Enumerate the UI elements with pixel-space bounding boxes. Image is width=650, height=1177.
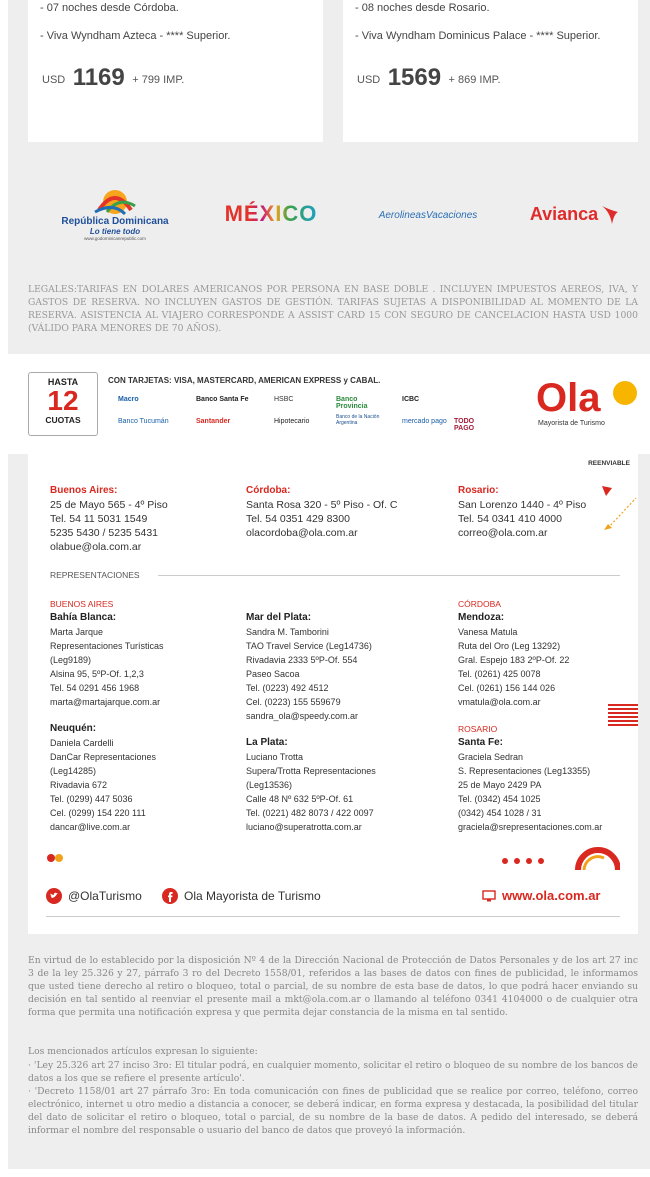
- avianca-text: Avianca: [529, 203, 599, 224]
- ola-logo-text: Ola: [536, 376, 601, 420]
- rep-line: S. Representaciones (Leg13355): [458, 766, 591, 776]
- twitter-link[interactable]: [46, 888, 142, 904]
- rep-city: Bahía Blanca:: [50, 612, 117, 623]
- reps-col-2: [246, 611, 376, 834]
- rep-email[interactable]: dancar@live.com.ar: [50, 822, 131, 832]
- ola-sun-icon: [612, 380, 638, 406]
- twitter-icon: [46, 888, 62, 904]
- facebook-link[interactable]: [162, 888, 321, 904]
- rep-line: Alsina 95, 5ºP-Of. 1,2,3: [50, 669, 144, 679]
- bank-tucuman: Banco Tucumán: [118, 418, 169, 425]
- avianca-bird-icon: [600, 202, 620, 226]
- bank-macro: Macro: [118, 396, 139, 403]
- dominicana-logo[interactable]: [60, 178, 170, 248]
- rep-email[interactable]: vmatula@ola.com.ar: [458, 697, 541, 707]
- rep-line: Calle 48 Nº 632 5ºP-Of. 61: [246, 794, 354, 804]
- decorative-dots-icon: [500, 856, 548, 866]
- rep-city: Neuquén:: [50, 723, 97, 734]
- rep-line: Tel. (0223) 492 4512: [246, 683, 329, 693]
- price-currency: USD: [357, 74, 381, 86]
- office-phone: Tel. 54 0341 410 4000: [458, 513, 562, 525]
- rep-line: Tel. (0299) 447 5036: [50, 794, 133, 804]
- office-email[interactable]: olabue@ola.com.ar: [50, 541, 142, 553]
- mexico-logo[interactable]: [216, 194, 326, 234]
- price-amount: 1569: [387, 64, 442, 91]
- cuotas-badge: [28, 372, 98, 436]
- cuotas-label: CUOTAS: [45, 415, 81, 425]
- decorative-dots-icon: [46, 852, 66, 864]
- rep-line: Tel. (0261) 425 0078: [458, 669, 541, 679]
- cuotas-hasta: HASTA: [47, 377, 79, 387]
- rep-line: Rivadavia 672: [50, 780, 108, 790]
- decorative-sunburst-icon: [574, 842, 620, 870]
- rep-region: ROSARIO: [458, 724, 498, 734]
- rep-line: 25 de Mayo 2429 PA: [458, 780, 542, 790]
- bank-hipotecario: Hipotecario: [274, 418, 310, 425]
- ola-logo[interactable]: [536, 376, 642, 436]
- dominicana-url: www.godominicanrepublic.com: [84, 235, 146, 241]
- rep-line: Gral. Espejo 183 2ºP-Of. 22: [458, 655, 570, 665]
- payment-banner: [8, 354, 650, 454]
- divider: [158, 575, 620, 576]
- rep-line: Daniela Cardelli: [50, 738, 114, 748]
- directory-section: [8, 454, 650, 1169]
- rep-line: Cel. (0261) 156 144 026: [458, 683, 556, 693]
- rep-line: Sandra M. Tamborini: [246, 627, 329, 637]
- price-currency: USD: [42, 74, 66, 86]
- office-email[interactable]: correo@ola.com.ar: [458, 527, 548, 539]
- rep-line: Representaciones Turísticas: [50, 641, 164, 651]
- office-phone: Tel. 54 0351 429 8300: [246, 513, 350, 525]
- price-tax: + 869 IMP.: [448, 74, 501, 86]
- office-email[interactable]: olacordoba@ola.com.ar: [246, 527, 358, 539]
- decorative-stripes-icon: [608, 704, 638, 728]
- aerolineas-text: AerolineasVacaciones: [378, 209, 478, 221]
- rep-city: Mar del Plata:: [246, 612, 312, 623]
- offers-section: [8, 0, 650, 354]
- aerolineas-logo[interactable]: [368, 200, 488, 230]
- dominicana-title: República Dominicana: [61, 215, 169, 227]
- rep-email[interactable]: graciela@srepresentaciones.com.ar: [458, 822, 603, 832]
- cards-line: [108, 376, 380, 385]
- office-directory: [28, 454, 638, 934]
- rep-email[interactable]: marta@martajarque.com.ar: [50, 697, 161, 707]
- bank-todopago: TODO PAGO: [454, 418, 475, 432]
- twitter-handle: @OlaTurismo: [68, 889, 142, 903]
- office-address: 25 de Mayo 565 - 4º Piso: [50, 499, 168, 511]
- reenviable-label: REENVIABLE: [588, 460, 630, 467]
- banks-grid: [108, 392, 488, 436]
- article-1: · 'Ley 25.326 art 27 inciso 3ro: El titular podrá, en cualquier momento, solicitar el retiro o bloqueo de su nombre de los bancos de datos a los que se refiere el presente artículo'.: [28, 1060, 638, 1084]
- office-rosario: [458, 484, 586, 540]
- sun-icon: [85, 186, 145, 216]
- rep-line: Tel. (0342) 454 1025: [458, 794, 541, 804]
- mexico-text: MÉXICO: [224, 201, 318, 226]
- bank-nacion: Banco de la Nación Argentina: [336, 414, 380, 426]
- rep-line: DanCar Representaciones: [50, 752, 157, 762]
- bank-mercadopago: mercado pago: [402, 418, 447, 425]
- offer-nights: - 07 noches desde Córdoba.: [40, 2, 179, 14]
- rep-line: Luciano Trotta: [246, 752, 304, 762]
- office-city: Rosario:: [458, 485, 499, 496]
- rep-city: La Plata:: [246, 737, 288, 748]
- decorative-arrow-icon: [598, 484, 642, 534]
- offer-price: [357, 64, 501, 92]
- privacy-notice: En virtud de lo establecido por la disposición Nº 4 de la Dirección Nacional de Protección de Datos Personales y de los art 27 inc 3 de la ley 25.326 y 27, párrafo 3 ro del Decreto 1558/01, referidos a las bases de datos con fines de publicidad, le informamos que usted tiene derecho al retiro o bloqueo, total o parcial, de su nombre de esta base de datos, lo que podrá hacer enviando su decisión en tal sentido al reenviar el presente mail a mkt@ola.com.ar o llamando al teléfono 0341 4104000 o de cualquier otra forma que permita una notificación expresa y que permita dejar constancia de la misma en tal sentido.: [28, 955, 638, 1018]
- rep-line: Vanesa Matula: [458, 627, 518, 637]
- rep-line: (Leg13536): [246, 780, 293, 790]
- price-amount: 1169: [72, 64, 125, 91]
- rep-line: Ruta del Oro (Leg 13292): [458, 641, 561, 651]
- rep-line: Rivadavia 2333 5ºP-Of. 554: [246, 655, 358, 665]
- bank-icbc: ICBC: [402, 396, 420, 403]
- rep-email[interactable]: luciano@superatrotta.com.ar: [246, 822, 362, 832]
- offer-hotel: - Viva Wyndham Dominicus Palace - **** Superior.: [355, 30, 601, 42]
- bank-santander: Santander: [196, 418, 231, 425]
- website-url: www.ola.com.ar: [502, 888, 601, 903]
- bank-provincia: Banco Provincia: [336, 396, 368, 410]
- office-cordoba: [246, 484, 398, 540]
- rep-region: CÓRDOBA: [458, 599, 501, 609]
- office-phone: Tel. 54 11 5031 1549: [50, 513, 148, 525]
- offer-hotel: - Viva Wyndham Azteca - **** Superior.: [40, 30, 231, 42]
- rep-city: Mendoza:: [458, 612, 505, 623]
- rep-line: Tel. 54 0291 456 1968: [50, 683, 140, 693]
- reps-col-3: [458, 597, 602, 834]
- rep-line: Marta Jarque: [50, 627, 104, 637]
- offer-card-cordoba[interactable]: [28, 0, 323, 142]
- cuotas-number: 12: [47, 385, 79, 416]
- office-city: Córdoba:: [246, 485, 291, 496]
- rep-line: (Leg14285): [50, 766, 97, 776]
- offer-price: [42, 64, 184, 92]
- office-address: Santa Rosa 320 - 5º Piso - Of. C: [246, 499, 398, 511]
- rep-region: BUENOS AIRES: [50, 599, 114, 609]
- cards-list: VISA, MASTERCARD, AMERICAN EXPRESS y CABAL.: [173, 376, 381, 385]
- bank-hsbc: HSBC: [274, 396, 294, 403]
- dominicana-tagline: Lo tiene todo: [89, 226, 141, 236]
- office-buenos-aires: [50, 484, 168, 554]
- offer-card-rosario[interactable]: [343, 0, 638, 142]
- website-link[interactable]: [482, 888, 601, 903]
- representaciones-title: REPRESENTACIONES: [50, 570, 140, 580]
- reps-col-1: [50, 597, 164, 834]
- rep-line: Tel. (0221) 482 8073 / 422 0097: [246, 808, 374, 818]
- bank-santafe: Banco Santa Fe: [196, 396, 249, 403]
- price-tax: + 799 IMP.: [132, 74, 185, 86]
- facebook-page: Ola Mayorista de Turismo: [184, 889, 321, 903]
- avianca-logo[interactable]: [520, 194, 630, 234]
- monitor-icon: [482, 890, 496, 902]
- rep-line: Graciela Sedran: [458, 752, 524, 762]
- article-2: · 'Decreto 1158/01 art 27 párrafo 3ro: En toda comunicación con fines de publicidad que se realice por correo, teléfono, correo electrónico, internet u otro medio a distancia a conocer, se deberá indicar, en forma expresa y destacada, la posibilidad del titular del dato de solicitar el retiro o bloqueo, total o parcial, de su nombre de la base de datos. A pedido del interesado, se deberá informar el nombre del responsable o usuario del banco de datos que proveyó la información.: [28, 1086, 638, 1136]
- articles-intro: Los mencionados artículos expresan lo siguiente:: [28, 1046, 258, 1057]
- rep-line: Paseo Sacoa: [246, 669, 300, 679]
- divider: [46, 916, 620, 917]
- facebook-icon: [162, 888, 178, 904]
- rep-line: TAO Travel Service (Leg14736): [246, 641, 372, 651]
- ola-tagline: Mayorista de Turismo: [538, 420, 605, 427]
- rep-line: Cel. (0299) 154 220 111: [50, 808, 146, 818]
- partner-logos: [28, 176, 638, 256]
- office-address: San Lorenzo 1440 - 4º Piso: [458, 499, 587, 511]
- rep-line: (Leg9189): [50, 655, 92, 665]
- rep-line: Cel. (0223) 155 559679: [246, 697, 341, 707]
- legal-text: LEGALES:TARIFAS EN DOLARES AMERICANOS POR PERSONA EN BASE DOBLE . INCLUYEN IMPUESTOS AEREOS, IVA, Y GASTOS DE RESERVA. NO INCLUYEN GASTOS DE GESTIÓN. TARIFAS SUJETAS A DISPONIBILIDAD AL MOMENTO DE LA RESERVA. ASISTENCIA AL VIAJERO CORRESPONDE A ASSIST CARD 15 CON SEGURO DE CANCELACION HASTA USD 1000 (VÁLIDO PARA MENORES DE 70 AÑOS).: [28, 284, 638, 334]
- rep-line: Supera/Trotta Representaciones: [246, 766, 376, 776]
- office-phone-2: 5235 5430 / 5235 5431: [50, 527, 159, 539]
- office-city: Buenos Aires:: [50, 485, 118, 496]
- rep-email[interactable]: sandra_ola@speedy.com.ar: [246, 711, 359, 721]
- rep-city: Santa Fe:: [458, 737, 504, 748]
- rep-line: (0342) 454 1028 / 31: [458, 808, 542, 818]
- offer-nights: - 08 noches desde Rosario.: [355, 2, 490, 14]
- cards-prefix: CON TARJETAS:: [108, 376, 172, 385]
